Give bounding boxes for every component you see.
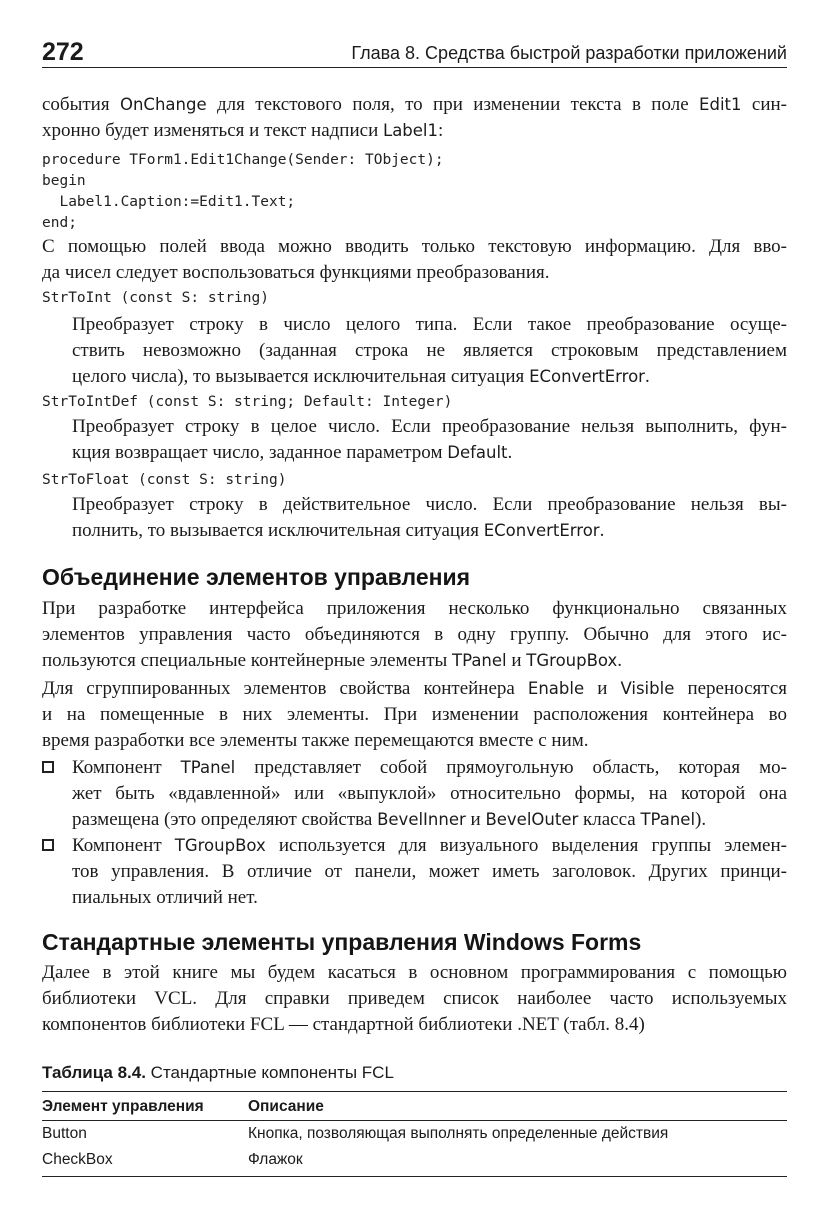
table-header-rule <box>42 1120 787 1121</box>
text-line: Преобразует строку в число целого типа. Если такое преобразование осуще- <box>72 314 787 335</box>
table-bottom-rule <box>42 1176 787 1177</box>
section-paragraph <box>42 676 787 754</box>
code-line: procedure TForm1.Edit1Change(Sender: TObject); <box>42 152 444 168</box>
text-line: Для сгруппированных элементов свойства контейнера Enable и Visible переносятся <box>42 678 787 699</box>
table-header-cell: Элемент управления <box>42 1098 204 1115</box>
intro-paragraph <box>42 92 787 144</box>
text-line: время разработки все элементы также перемещаются вместе с ним. <box>42 730 589 751</box>
function-signature: StrToFloat (const S: string) <box>42 472 287 488</box>
text-line: Компонент TGroupBox используется для визуального выделения группы элемен- <box>72 835 787 856</box>
text-line: и на помещенные в них элементы. При изменении расположения контейнера во <box>42 704 787 725</box>
section-paragraph <box>42 596 787 674</box>
section-heading: Стандартные элементы управления Windows Forms <box>42 929 642 955</box>
bullet-text <box>72 755 787 833</box>
conversion-paragraph <box>42 234 787 286</box>
section-paragraph <box>42 960 787 1038</box>
function-signature: StrToIntDef (const S: string; Default: Integer) <box>42 394 453 410</box>
table-header-cell: Описание <box>248 1098 324 1115</box>
function-signature: StrToInt (const S: string) <box>42 290 269 306</box>
page-number: 272 <box>42 38 84 66</box>
text-line: Преобразует строку в целое число. Если преобразование нельзя выполнить, фун- <box>72 416 787 437</box>
page-header <box>42 38 787 66</box>
text-line: ствить невозможно (заданная строка не является строковым представлением <box>72 340 787 361</box>
table-cell: Button <box>42 1125 87 1142</box>
text-line: При разработке интерфейса приложения несколько функционально связанных <box>42 598 787 619</box>
checkbox-bullet-icon <box>42 839 54 851</box>
text-line: кция возвращает число, заданное параметром Default. <box>72 442 513 463</box>
text-line: пользуются специальные контейнерные элементы TPanel и TGroupBox. <box>42 650 623 671</box>
code-line: begin <box>42 173 86 189</box>
table-caption <box>42 1062 787 1084</box>
text-line: размещена (это определяют свойства BevelInner и BevelOuter класса TPanel). <box>72 809 707 830</box>
text-line: С помощью полей ввода можно вводить только текстовую информацию. Для вво- <box>42 236 787 257</box>
text-line: элементов управления часто объединяются в одну группу. Обычно для этого ис- <box>42 624 787 645</box>
chapter-title: Глава 8. Средства быстрой разработки приложений <box>351 43 787 63</box>
table-top-rule <box>42 1091 787 1092</box>
header-rule <box>42 67 787 68</box>
text-line: тов управления. В отличие от панели, может иметь заголовок. Других принци- <box>72 861 787 882</box>
table-caption-text: Стандартные компоненты FCL <box>145 1063 394 1082</box>
section-heading: Объединение элементов управления <box>42 564 471 590</box>
bullet-text <box>72 833 787 911</box>
text-line: полнить, то вызывается исключительная ситуация EConvertError. <box>72 520 605 541</box>
function-description <box>72 414 787 466</box>
table-cell: Флажок <box>248 1151 303 1168</box>
function-description <box>72 492 787 544</box>
text-line: Компонент TPanel представляет собой прямоугольную область, которая мо- <box>72 757 787 778</box>
code-listing <box>42 150 787 234</box>
text-line: компонентов библиотеки FCL — стандартной библиотеки .NET (табл. 8.4) <box>42 1014 645 1035</box>
table-cell: CheckBox <box>42 1151 113 1168</box>
text-line: да чисел следует воспользоваться функциями преобразования. <box>42 262 550 283</box>
checkbox-bullet-icon <box>42 761 54 773</box>
text-line: пиальных отличий нет. <box>72 887 258 908</box>
table-cell: Кнопка, позволяющая выполнять определенные действия <box>248 1125 669 1142</box>
text-line: Преобразует строку в действительное число. Если преобразование нельзя вы- <box>72 494 787 515</box>
text-line: события OnChange для текстового поля, то при изменении текста в поле Edit1 син- <box>42 94 787 115</box>
text-line: целого числа), то вызывается исключительная ситуация EConvertError. <box>72 366 650 387</box>
text-line: хронно будет изменяться и текст надписи Label1: <box>42 120 444 141</box>
code-line: Label1.Caption:=Edit1.Text; <box>42 194 296 210</box>
code-line: end; <box>42 215 77 231</box>
function-description <box>72 312 787 390</box>
text-line: библиотеки VCL. Для справки приведем список наиболее часто используемых <box>42 988 787 1009</box>
text-line: жет быть «вдавленной» или «выпуклой» относительно формы, на которой она <box>72 783 787 804</box>
text-line: Далее в этой книге мы будем касаться в основном программирования с помощью <box>42 962 787 983</box>
table-caption-label: Таблица 8.4. <box>42 1063 146 1082</box>
